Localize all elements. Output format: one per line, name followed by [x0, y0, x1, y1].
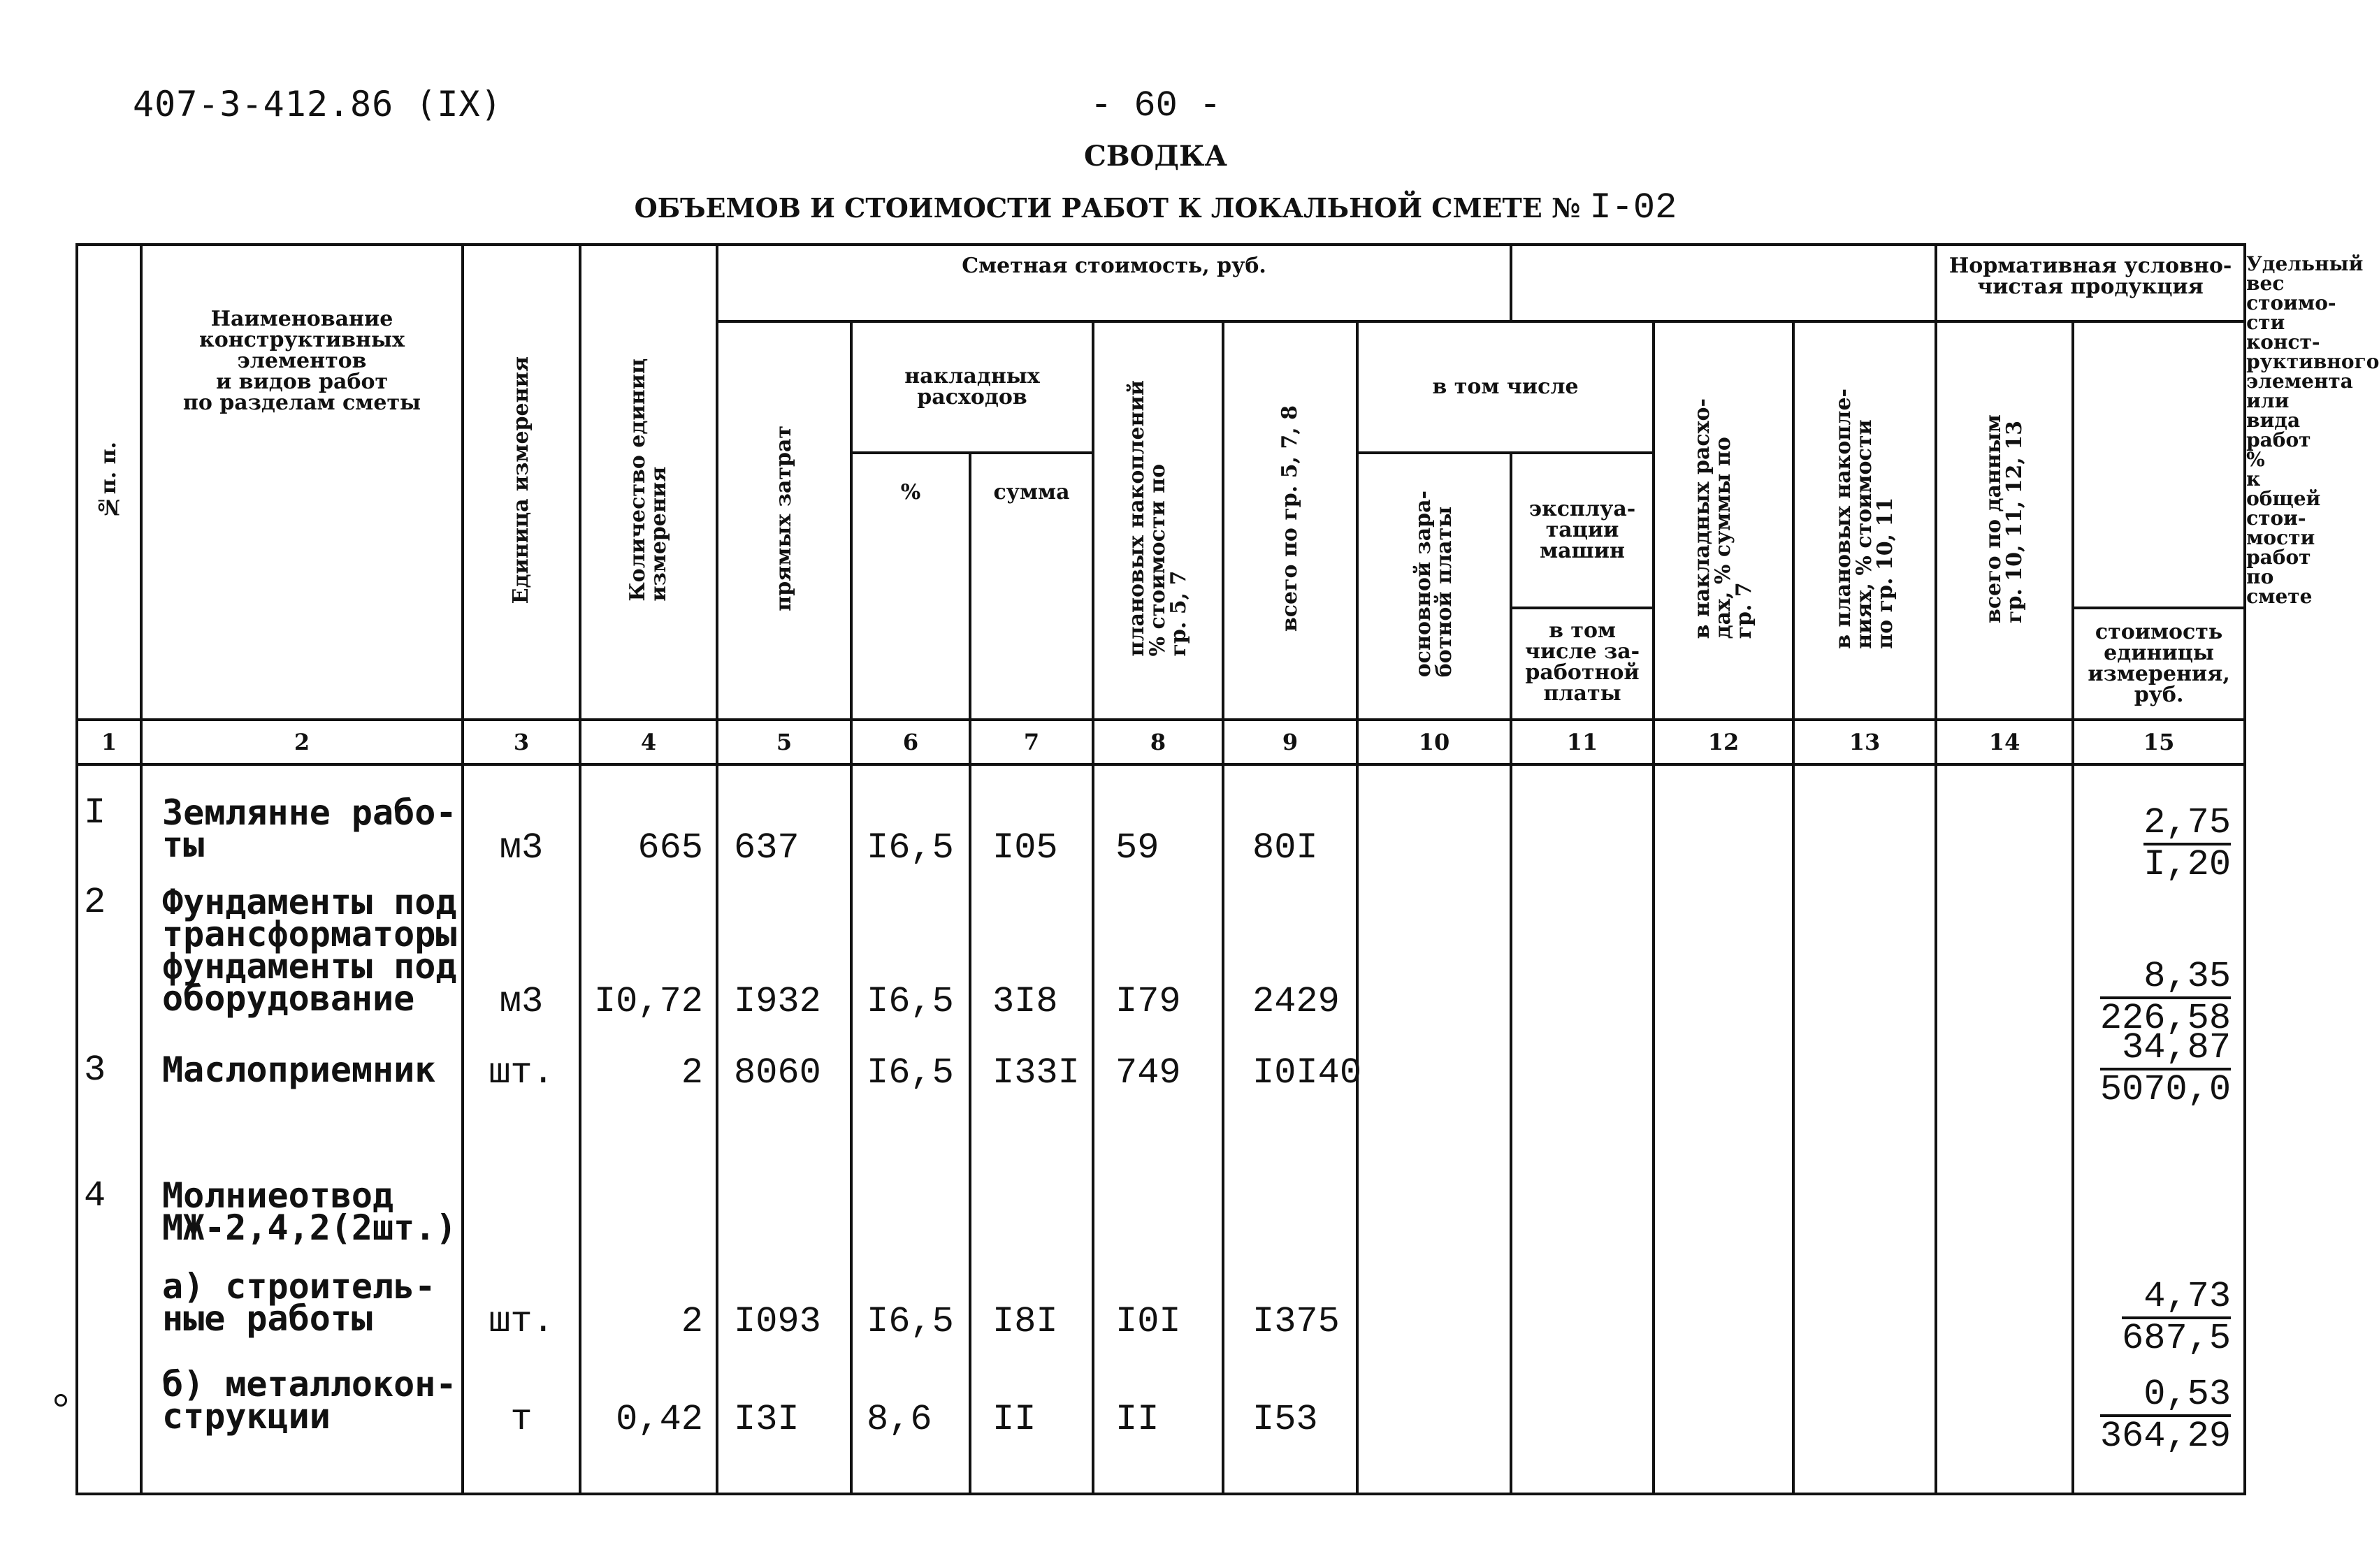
unit-cost: 226,58 [2099, 998, 2232, 1039]
col-share [2073, 764, 2245, 1494]
col-qty [580, 764, 717, 1494]
cell-total: I375 [1252, 1301, 1340, 1342]
col-header-sum: сумма [970, 453, 1093, 720]
cell-unit: м3 [499, 827, 544, 869]
cell-qty: I0,72 [593, 981, 703, 1022]
cell-total: I53 [1252, 1399, 1318, 1440]
share-percent: 2,75 [2143, 805, 2231, 845]
col-direct [717, 764, 851, 1494]
cell-sum: 3I8 [992, 981, 1058, 1022]
col-sum [970, 764, 1093, 1494]
estimate-number: I-02 [1589, 187, 1677, 228]
cell-pct: I6,5 [867, 1052, 954, 1094]
col-no [77, 764, 141, 1494]
share-fraction [2143, 802, 2232, 885]
column-number: 4 [580, 720, 717, 764]
group-header-norm: Нормативная условно- чистая продукция [1936, 245, 2245, 321]
cell-qty: 2 [681, 1052, 703, 1094]
cell-qty: 0,42 [616, 1399, 703, 1440]
row-name: Молниеотвод МЖ-2,4,2(2шт.) [162, 1175, 457, 1248]
cell-total: I0I40 [1252, 1052, 1362, 1094]
share-fraction [2122, 1276, 2232, 1359]
col-header-unit: Единица измерения [463, 245, 580, 720]
col-norm-planned [1793, 764, 1936, 1494]
group-header-overhead: накладных расходов [851, 321, 1093, 453]
row-name: б) металлокон- струкции [162, 1364, 457, 1437]
col-header-percent: % [851, 453, 970, 720]
col-header-planned: плановых накоплений % стоимости по гр. 5, 7 [1093, 321, 1223, 720]
col-unit [463, 764, 580, 1494]
col-header-norm-overhead: в накладных расхо- дах, % суммы по гр. 7 [1654, 321, 1793, 720]
row-name: Фундаменты под трансформаторы фундаменты под оборудование [162, 882, 457, 1019]
column-number: 10 [1357, 720, 1511, 764]
col-header-direct: прямых затрат [717, 321, 851, 720]
share-percent: 0,53 [2100, 1377, 2231, 1417]
cell-total: 2429 [1252, 981, 1340, 1022]
col-plan [1093, 764, 1223, 1494]
column-number: 13 [1793, 720, 1936, 764]
col-header-machines: эксплуа- тации машин [1511, 453, 1654, 609]
page-subtitle [0, 187, 2311, 228]
cell-plan: I79 [1115, 981, 1181, 1022]
cell-direct: I093 [734, 1301, 821, 1342]
col-total [1223, 764, 1362, 1494]
cell-unit: шт. [489, 1052, 554, 1094]
cell-unit: м3 [499, 981, 544, 1022]
column-number: 3 [463, 720, 580, 764]
col-machines [1511, 764, 1654, 1494]
col-header-norm-planned: в плановых накопле- ниях, % стоимости по гр. 10, 11 [1793, 321, 1936, 720]
cell-qty: 2 [681, 1301, 703, 1342]
column-number: 8 [1093, 720, 1223, 764]
share-percent: 4,73 [2122, 1279, 2231, 1319]
row-name: Маслоприемник [162, 1050, 436, 1090]
subtitle-text: ОБЪЕМОВ И СТОИМОСТИ РАБОТ К ЛОКАЛЬНОЙ СМЕТЕ № [634, 192, 1581, 224]
share-fraction [2099, 1027, 2232, 1110]
column-number: 7 [970, 720, 1093, 764]
group-header-including: в том числе [1357, 321, 1654, 453]
cell-plan: 749 [1115, 1052, 1181, 1094]
col-base-salary [1357, 764, 1511, 1494]
col-header-total: всего по гр. 5, 7, 8 [1223, 321, 1357, 720]
column-number: 14 [1936, 720, 2073, 764]
col-header-number: №п. п. [77, 245, 141, 720]
page-title: СВОДКА [1083, 140, 1228, 173]
share-percent: 34,87 [2100, 1030, 2231, 1070]
cell-direct: I932 [734, 981, 821, 1022]
column-number: 6 [851, 720, 970, 764]
cell-unit: т [510, 1399, 533, 1440]
cell-plan: I0I [1115, 1301, 1181, 1342]
unit-cost: 364,29 [2099, 1416, 2232, 1457]
cell-pct: 8,6 [867, 1399, 932, 1440]
group-header-cost: Сметная стоимость, руб. [717, 245, 1511, 321]
cell-sum: II [992, 1399, 1036, 1440]
cell-total: 80I [1252, 827, 1318, 869]
cell-pct: I6,5 [867, 827, 954, 869]
unit-cost: 687,5 [2122, 1318, 2232, 1359]
cell-unit: шт. [489, 1301, 554, 1342]
cell-plan: II [1115, 1399, 1159, 1440]
unit-cost: I,20 [2143, 844, 2232, 885]
document-code: 407-3-412.86 (IX) [133, 84, 502, 124]
cell-sum: I05 [992, 827, 1058, 869]
unit-cost: 5070,0 [2099, 1069, 2232, 1110]
cell-sum: I8I [992, 1301, 1058, 1342]
row-name: Землянне рабо- ты [162, 792, 457, 865]
column-number: 9 [1223, 720, 1357, 764]
col-norm-total [1936, 764, 2073, 1494]
cell-pct: I6,5 [867, 981, 954, 1022]
col-header-unit-cost: стоимость единицы измерения, руб. [2073, 608, 2245, 720]
cell-pct: I6,5 [867, 1301, 954, 1342]
cell-no: 3 [84, 1050, 106, 1091]
cell-no: I [84, 792, 106, 834]
column-number: 15 [2073, 720, 2245, 764]
cell-direct: 637 [734, 827, 800, 869]
column-number: 12 [1654, 720, 1793, 764]
col-header-machine-salary: в том числе за- работной платы [1511, 608, 1654, 720]
col-header-name: Наименование конструктивных элементов и видов работ по разделам сметы [141, 245, 463, 720]
cell-no: 2 [84, 882, 106, 923]
cell-plan: 59 [1115, 827, 1159, 869]
cell-sum: I33I [992, 1052, 1080, 1094]
summary-table: №п. п. Наименование конструктивных элементов и видов работ по разделам сметы Единица измерения Количество единиц измерения Сметная стоимость, руб. Нормативная условно- чистая продукция Удельный вес стоимо- сти конст- руктивного элемента или вида работ % к общей стои- мости работ по смете прямых затрат накладных расходов плановых накоплений % стоимости по гр. 5, 7 всего по гр. 5, 7, 8 в том числе в накладных расхо- дах, % суммы по гр. 7 в плановых накопле- ниях, % стоимости по гр. 10, 11 всего по данным гр. 10, 11, 12, 13 % сумма основной зара- ботной платы эксплуа- тации машин в том числе за- работной платы стоимость единицы измерения, руб. 1 2 3 4 5 6 7 8 9 10 11 12 13 14 15 I 2 3 4 Землянне рабо- ты Фундаменты под трансформаторы фундаменты под оборудование Маслоприемник Молниеотвод МЖ-2,4,2(2шт.) а) строитель- ные работы б) металлокон- струкции м3 м3 шт. шт. т 665 I0,72 2 2 0,42 637 I932 8060 I093 I3I I6,5 I6,5 I6,5 I6,5 8,6 I05 3I8 I33I I8I II 59 I79 749 I0I II 80I 2429 I0I40 I375 I53 $\frac{2,75}{I,20}$ $\frac{8,35}{226,58}$ $\frac{34,87}{5070,0}$ $\frac{4,73}{687,5}$ $\frac{0,53}{364,29}$ [75, 243, 2246, 1495]
column-number: 11 [1511, 720, 1654, 764]
share-percent: 8,35 [2100, 959, 2231, 999]
column-number: 1 [77, 720, 141, 764]
row-name: а) строитель- ные работы [162, 1266, 436, 1339]
page-number: - 60 - [1090, 85, 1222, 126]
margin-mark [55, 1394, 67, 1407]
column-number: 2 [141, 720, 463, 764]
col-header-base-salary: основной зара- ботной платы [1357, 453, 1511, 720]
column-number: 5 [717, 720, 851, 764]
cell-direct: I3I [734, 1399, 800, 1440]
share-fraction [2099, 956, 2232, 1039]
col-header-norm-total: всего по данным гр. 10, 11, 12, 13 [1936, 321, 2073, 720]
col-header-quantity: Количество единиц измерения [580, 245, 717, 720]
col-norm-overhead [1654, 764, 1793, 1494]
col-pct [851, 764, 970, 1494]
cell-qty: 665 [637, 827, 703, 869]
cell-no: 4 [84, 1175, 106, 1217]
cell-direct: 8060 [734, 1052, 821, 1094]
col-name [141, 764, 463, 1494]
share-fraction [2099, 1374, 2232, 1457]
